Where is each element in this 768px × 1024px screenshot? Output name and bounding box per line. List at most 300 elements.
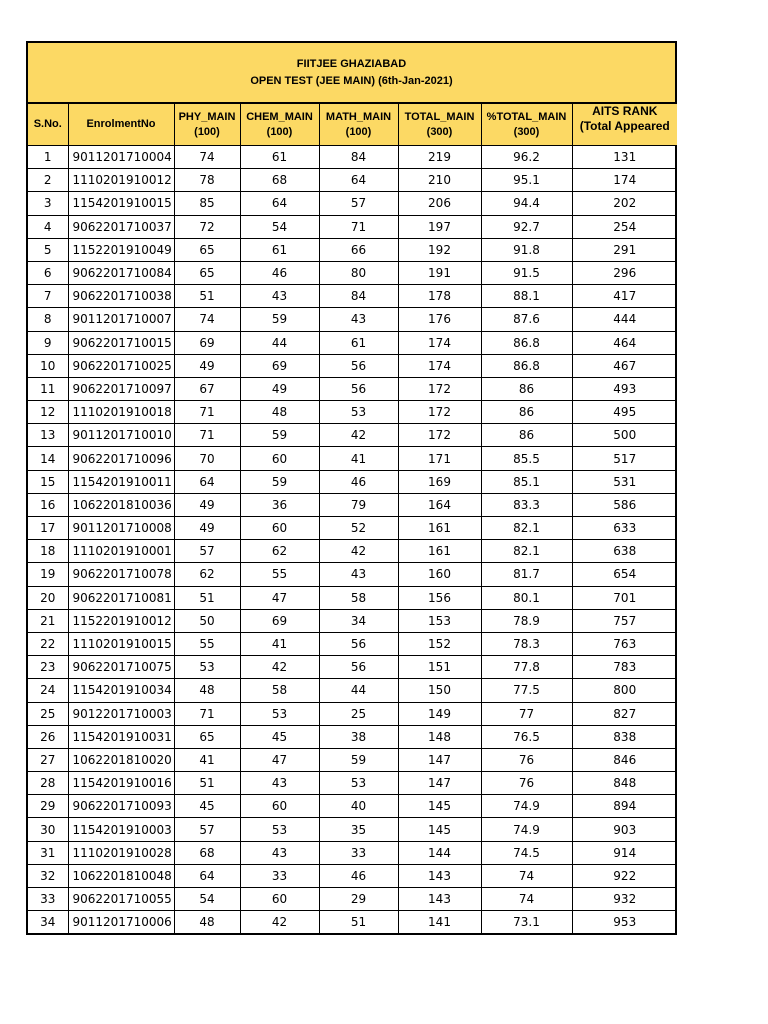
table-row [28, 864, 677, 887]
table-row [28, 354, 677, 377]
enrolment-cell: 9012201710003 [68, 702, 174, 725]
enrolment-cell: 9062201710025 [68, 354, 174, 377]
math-cell: 56 [319, 656, 398, 679]
institute-title: FIITJEE GHAZIABAD [296, 57, 407, 70]
percent-cell: 77.8 [481, 656, 572, 679]
col-header-total: TOTAL_MAIN (300) [398, 104, 481, 146]
total-cell: 145 [398, 818, 481, 841]
rank-cell: 783 [572, 656, 677, 679]
sno-cell: 32 [28, 864, 68, 887]
percent-cell: 76.5 [481, 725, 572, 748]
table-row [28, 656, 677, 679]
rank-cell: 846 [572, 748, 677, 771]
enrolment-cell: 9062201710096 [68, 447, 174, 470]
total-cell: 147 [398, 772, 481, 795]
table-row [28, 377, 677, 400]
enrolment-cell: 9062201710037 [68, 215, 174, 238]
phy-cell: 50 [174, 609, 240, 632]
math-cell: 43 [319, 308, 398, 331]
phy-cell: 78 [174, 169, 240, 192]
math-cell: 25 [319, 702, 398, 725]
total-cell: 164 [398, 493, 481, 516]
table-row [28, 517, 677, 540]
sno-cell: 14 [28, 447, 68, 470]
percent-cell: 76 [481, 772, 572, 795]
chem-cell: 55 [240, 563, 319, 586]
percent-cell: 74 [481, 888, 572, 911]
math-cell: 51 [319, 911, 398, 934]
phy-cell: 74 [174, 308, 240, 331]
total-cell: 161 [398, 540, 481, 563]
percent-cell: 86 [481, 377, 572, 400]
chem-cell: 47 [240, 748, 319, 771]
chem-cell: 60 [240, 888, 319, 911]
chem-cell: 42 [240, 656, 319, 679]
percent-cell: 88.1 [481, 285, 572, 308]
total-cell: 176 [398, 308, 481, 331]
math-cell: 42 [319, 540, 398, 563]
phy-cell: 71 [174, 702, 240, 725]
enrolment-cell: 9062201710081 [68, 586, 174, 609]
table-row [28, 261, 677, 284]
phy-cell: 48 [174, 911, 240, 934]
phy-cell: 51 [174, 772, 240, 795]
sno-cell: 8 [28, 308, 68, 331]
col-header-rank: AITS RANK (Total Appeared [572, 104, 677, 146]
chem-cell: 59 [240, 470, 319, 493]
sno-cell: 22 [28, 632, 68, 655]
chem-cell: 36 [240, 493, 319, 516]
percent-cell: 96.2 [481, 146, 572, 169]
enrolment-cell: 1110201910028 [68, 841, 174, 864]
total-cell: 143 [398, 864, 481, 887]
table-row [28, 331, 677, 354]
phy-cell: 41 [174, 748, 240, 771]
chem-cell: 42 [240, 911, 319, 934]
sno-cell: 3 [28, 192, 68, 215]
sno-cell: 27 [28, 748, 68, 771]
total-cell: 156 [398, 586, 481, 609]
total-cell: 141 [398, 911, 481, 934]
phy-cell: 85 [174, 192, 240, 215]
sno-cell: 16 [28, 493, 68, 516]
enrolment-cell: 1154201910016 [68, 772, 174, 795]
enrolment-cell: 1152201910049 [68, 238, 174, 261]
enrolment-cell: 9011201710004 [68, 146, 174, 169]
phy-cell: 57 [174, 818, 240, 841]
table-row [28, 563, 677, 586]
chem-cell: 46 [240, 261, 319, 284]
enrolment-cell: 9011201710008 [68, 517, 174, 540]
enrolment-cell: 9062201710075 [68, 656, 174, 679]
chem-cell: 60 [240, 517, 319, 540]
phy-cell: 74 [174, 146, 240, 169]
title-band [28, 43, 675, 103]
chem-cell: 54 [240, 215, 319, 238]
rank-cell: 500 [572, 424, 677, 447]
chem-cell: 59 [240, 424, 319, 447]
rank-cell: 701 [572, 586, 677, 609]
rank-cell: 953 [572, 911, 677, 934]
total-cell: 171 [398, 447, 481, 470]
chem-cell: 48 [240, 401, 319, 424]
percent-cell: 82.1 [481, 540, 572, 563]
table-body [28, 146, 677, 934]
chem-cell: 49 [240, 377, 319, 400]
sno-cell: 30 [28, 818, 68, 841]
chem-cell: 45 [240, 725, 319, 748]
sno-cell: 33 [28, 888, 68, 911]
rank-cell: 633 [572, 517, 677, 540]
rank-cell: 444 [572, 308, 677, 331]
percent-cell: 74.5 [481, 841, 572, 864]
enrolment-cell: 1154201910011 [68, 470, 174, 493]
enrolment-cell: 1062201810036 [68, 493, 174, 516]
sno-cell: 7 [28, 285, 68, 308]
total-cell: 210 [398, 169, 481, 192]
sno-cell: 26 [28, 725, 68, 748]
table-row [28, 424, 677, 447]
enrolment-cell: 1062201810020 [68, 748, 174, 771]
table-row [28, 818, 677, 841]
math-cell: 52 [319, 517, 398, 540]
phy-cell: 65 [174, 238, 240, 261]
rank-cell: 903 [572, 818, 677, 841]
enrolment-cell: 9062201710038 [68, 285, 174, 308]
rank-cell: 800 [572, 679, 677, 702]
phy-cell: 65 [174, 261, 240, 284]
chem-cell: 69 [240, 609, 319, 632]
math-cell: 34 [319, 609, 398, 632]
total-cell: 206 [398, 192, 481, 215]
math-cell: 80 [319, 261, 398, 284]
rank-cell: 914 [572, 841, 677, 864]
col-header-phy: PHY_MAIN (100) [174, 104, 240, 146]
percent-cell: 77.5 [481, 679, 572, 702]
sno-cell: 18 [28, 540, 68, 563]
phy-cell: 49 [174, 493, 240, 516]
total-cell: 178 [398, 285, 481, 308]
enrolment-cell: 1110201910015 [68, 632, 174, 655]
rank-cell: 296 [572, 261, 677, 284]
phy-cell: 48 [174, 679, 240, 702]
sno-cell: 25 [28, 702, 68, 725]
enrolment-cell: 9062201710015 [68, 331, 174, 354]
rank-cell: 757 [572, 609, 677, 632]
sno-cell: 24 [28, 679, 68, 702]
percent-cell: 86 [481, 424, 572, 447]
math-cell: 35 [319, 818, 398, 841]
rank-cell: 417 [572, 285, 677, 308]
phy-cell: 51 [174, 285, 240, 308]
math-cell: 71 [319, 215, 398, 238]
phy-cell: 64 [174, 470, 240, 493]
chem-cell: 53 [240, 702, 319, 725]
chem-cell: 43 [240, 285, 319, 308]
total-cell: 147 [398, 748, 481, 771]
rank-cell: 763 [572, 632, 677, 655]
enrolment-cell: 1110201910012 [68, 169, 174, 192]
enrolment-cell: 9062201710093 [68, 795, 174, 818]
table-row [28, 609, 677, 632]
table-row [28, 540, 677, 563]
table-row [28, 888, 677, 911]
math-cell: 56 [319, 632, 398, 655]
total-cell: 197 [398, 215, 481, 238]
sno-cell: 21 [28, 609, 68, 632]
percent-cell: 74.9 [481, 795, 572, 818]
enrolment-cell: 1110201910018 [68, 401, 174, 424]
percent-cell: 87.6 [481, 308, 572, 331]
sno-cell: 1 [28, 146, 68, 169]
table-row [28, 841, 677, 864]
rank-cell: 654 [572, 563, 677, 586]
enrolment-cell: 9062201710084 [68, 261, 174, 284]
chem-cell: 62 [240, 540, 319, 563]
phy-cell: 68 [174, 841, 240, 864]
rank-cell: 467 [572, 354, 677, 377]
chem-cell: 43 [240, 772, 319, 795]
total-cell: 174 [398, 331, 481, 354]
phy-cell: 65 [174, 725, 240, 748]
table-row [28, 586, 677, 609]
enrolment-cell: 9011201710006 [68, 911, 174, 934]
math-cell: 56 [319, 377, 398, 400]
sno-cell: 29 [28, 795, 68, 818]
total-cell: 149 [398, 702, 481, 725]
sno-cell: 34 [28, 911, 68, 934]
percent-cell: 91.8 [481, 238, 572, 261]
col-header-chem: CHEM_MAIN (100) [240, 104, 319, 146]
math-cell: 56 [319, 354, 398, 377]
phy-cell: 71 [174, 401, 240, 424]
rank-cell: 517 [572, 447, 677, 470]
percent-cell: 86 [481, 401, 572, 424]
enrolment-cell: 1154201910034 [68, 679, 174, 702]
sno-cell: 2 [28, 169, 68, 192]
total-cell: 151 [398, 656, 481, 679]
table-row [28, 493, 677, 516]
enrolment-cell: 1062201810048 [68, 864, 174, 887]
phy-cell: 67 [174, 377, 240, 400]
math-cell: 46 [319, 470, 398, 493]
percent-cell: 86.8 [481, 331, 572, 354]
col-header-enrolment: EnrolmentNo [68, 104, 174, 146]
enrolment-cell: 9062201710097 [68, 377, 174, 400]
enrolment-cell: 1154201910003 [68, 818, 174, 841]
percent-cell: 85.5 [481, 447, 572, 470]
rank-cell: 202 [572, 192, 677, 215]
phy-cell: 57 [174, 540, 240, 563]
table-row [28, 725, 677, 748]
chem-cell: 69 [240, 354, 319, 377]
phy-cell: 70 [174, 447, 240, 470]
enrolment-cell: 9062201710078 [68, 563, 174, 586]
chem-cell: 47 [240, 586, 319, 609]
rank-cell: 638 [572, 540, 677, 563]
rank-cell: 838 [572, 725, 677, 748]
chem-cell: 41 [240, 632, 319, 655]
total-cell: 219 [398, 146, 481, 169]
phy-cell: 55 [174, 632, 240, 655]
chem-cell: 60 [240, 795, 319, 818]
chem-cell: 53 [240, 818, 319, 841]
total-cell: 160 [398, 563, 481, 586]
math-cell: 79 [319, 493, 398, 516]
rank-cell: 495 [572, 401, 677, 424]
rank-cell: 254 [572, 215, 677, 238]
total-cell: 191 [398, 261, 481, 284]
phy-cell: 69 [174, 331, 240, 354]
phy-cell: 71 [174, 424, 240, 447]
total-cell: 144 [398, 841, 481, 864]
percent-cell: 76 [481, 748, 572, 771]
table-row [28, 146, 677, 169]
math-cell: 59 [319, 748, 398, 771]
table-row [28, 401, 677, 424]
math-cell: 61 [319, 331, 398, 354]
rank-cell: 493 [572, 377, 677, 400]
phy-cell: 62 [174, 563, 240, 586]
enrolment-cell: 1154201910031 [68, 725, 174, 748]
table-row [28, 215, 677, 238]
phy-cell: 53 [174, 656, 240, 679]
table-row [28, 470, 677, 493]
percent-cell: 74 [481, 864, 572, 887]
header-row [28, 104, 677, 146]
math-cell: 43 [319, 563, 398, 586]
total-cell: 192 [398, 238, 481, 261]
phy-cell: 49 [174, 517, 240, 540]
chem-cell: 33 [240, 864, 319, 887]
table-row [28, 679, 677, 702]
math-cell: 40 [319, 795, 398, 818]
total-cell: 148 [398, 725, 481, 748]
rank-cell: 827 [572, 702, 677, 725]
rank-cell: 932 [572, 888, 677, 911]
sno-cell: 11 [28, 377, 68, 400]
sno-cell: 28 [28, 772, 68, 795]
rank-cell: 291 [572, 238, 677, 261]
col-header-math: MATH_MAIN (100) [319, 104, 398, 146]
sno-cell: 19 [28, 563, 68, 586]
table-row [28, 748, 677, 771]
test-title: OPEN TEST (JEE MAIN) (6th-Jan-2021) [250, 74, 453, 87]
chem-cell: 58 [240, 679, 319, 702]
percent-cell: 81.7 [481, 563, 572, 586]
chem-cell: 68 [240, 169, 319, 192]
rank-cell: 131 [572, 146, 677, 169]
enrolment-cell: 1154201910015 [68, 192, 174, 215]
enrolment-cell: 9011201710010 [68, 424, 174, 447]
math-cell: 53 [319, 772, 398, 795]
chem-cell: 44 [240, 331, 319, 354]
chem-cell: 61 [240, 238, 319, 261]
chem-cell: 60 [240, 447, 319, 470]
percent-cell: 92.7 [481, 215, 572, 238]
percent-cell: 83.3 [481, 493, 572, 516]
percent-cell: 73.1 [481, 911, 572, 934]
math-cell: 46 [319, 864, 398, 887]
phy-cell: 45 [174, 795, 240, 818]
rank-cell: 174 [572, 169, 677, 192]
chem-cell: 64 [240, 192, 319, 215]
math-cell: 44 [319, 679, 398, 702]
col-header-percent: %TOTAL_MAIN (300) [481, 104, 572, 146]
total-cell: 174 [398, 354, 481, 377]
total-cell: 150 [398, 679, 481, 702]
sno-cell: 23 [28, 656, 68, 679]
sno-cell: 20 [28, 586, 68, 609]
table-row [28, 447, 677, 470]
math-cell: 33 [319, 841, 398, 864]
enrolment-cell: 9011201710007 [68, 308, 174, 331]
table-row [28, 285, 677, 308]
phy-cell: 72 [174, 215, 240, 238]
math-cell: 84 [319, 146, 398, 169]
col-header-sno: S.No. [28, 104, 68, 146]
percent-cell: 78.3 [481, 632, 572, 655]
total-cell: 161 [398, 517, 481, 540]
rank-cell: 922 [572, 864, 677, 887]
chem-cell: 61 [240, 146, 319, 169]
table-row [28, 238, 677, 261]
math-cell: 84 [319, 285, 398, 308]
percent-cell: 77 [481, 702, 572, 725]
percent-cell: 95.1 [481, 169, 572, 192]
rank-cell: 848 [572, 772, 677, 795]
total-cell: 172 [398, 401, 481, 424]
rank-cell: 894 [572, 795, 677, 818]
sno-cell: 5 [28, 238, 68, 261]
math-cell: 53 [319, 401, 398, 424]
table-row [28, 308, 677, 331]
rank-cell: 464 [572, 331, 677, 354]
math-cell: 38 [319, 725, 398, 748]
results-sheet [26, 41, 677, 935]
sno-cell: 17 [28, 517, 68, 540]
rank-cell: 531 [572, 470, 677, 493]
total-cell: 172 [398, 424, 481, 447]
total-cell: 145 [398, 795, 481, 818]
table-row [28, 632, 677, 655]
phy-cell: 54 [174, 888, 240, 911]
percent-cell: 78.9 [481, 609, 572, 632]
percent-cell: 94.4 [481, 192, 572, 215]
sno-cell: 10 [28, 354, 68, 377]
total-cell: 143 [398, 888, 481, 911]
sno-cell: 9 [28, 331, 68, 354]
rank-cell: 586 [572, 493, 677, 516]
enrolment-cell: 9062201710055 [68, 888, 174, 911]
phy-cell: 51 [174, 586, 240, 609]
sno-cell: 15 [28, 470, 68, 493]
math-cell: 29 [319, 888, 398, 911]
math-cell: 58 [319, 586, 398, 609]
percent-cell: 86.8 [481, 354, 572, 377]
chem-cell: 43 [240, 841, 319, 864]
chem-cell: 59 [240, 308, 319, 331]
math-cell: 42 [319, 424, 398, 447]
percent-cell: 80.1 [481, 586, 572, 609]
sno-cell: 4 [28, 215, 68, 238]
total-cell: 152 [398, 632, 481, 655]
table-row [28, 795, 677, 818]
total-cell: 169 [398, 470, 481, 493]
total-cell: 172 [398, 377, 481, 400]
table-row [28, 192, 677, 215]
table-row [28, 772, 677, 795]
